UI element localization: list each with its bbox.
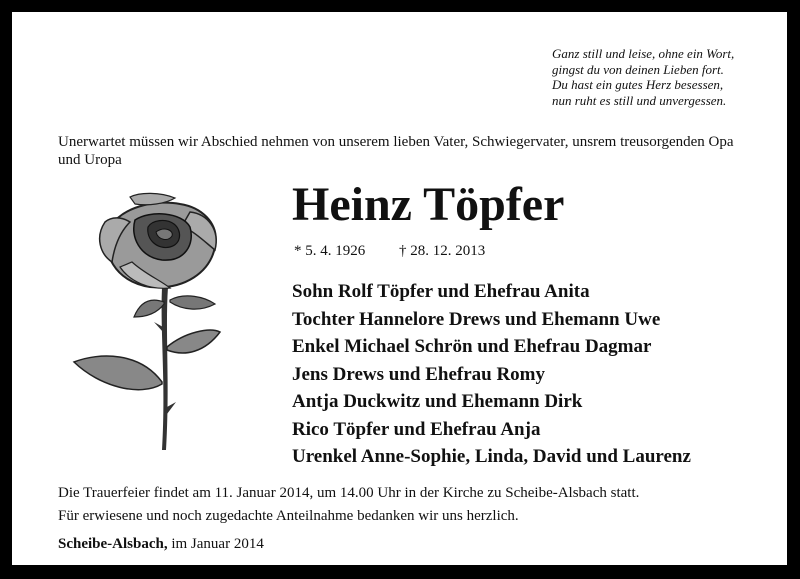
- family-member: Jens Drews und Ehefrau Romy: [292, 363, 546, 385]
- signoff-place: Scheibe-Alsbach,: [58, 536, 168, 552]
- rose-leaf: [167, 330, 220, 353]
- obituary-card: [12, 12, 787, 565]
- signoff-date: im Januar 2014: [171, 536, 264, 552]
- poem-line: nun ruht es still und unvergessen.: [552, 92, 727, 108]
- poem-line: gingst du von deinen Lieben fort.: [552, 61, 724, 77]
- funeral-info: [58, 482, 778, 528]
- poem-line: Du hast ein gutes Herz besessen,: [552, 77, 724, 92]
- family-member: Enkel Michael Schrön und Ehefrau Dagmar: [292, 336, 652, 357]
- family-member: Sohn Rolf Töpfer und Ehefrau Anita: [292, 281, 590, 302]
- family-member: Tochter Hannelore Drews und Ehemann Uwe: [292, 308, 661, 330]
- intro-text: Unerwartet müssen wir Abschied nehmen von unserem lieben Vater, Schwiegervater, unsrem treusorgenden Opa und Uropa: [58, 134, 734, 168]
- thanks-text: Für erwiesene und noch zugedachte Anteilnahme bedanken wir uns herzlich.: [58, 508, 519, 524]
- rose-leaf: [134, 300, 164, 317]
- birth-date: * 5. 4. 1926: [294, 243, 366, 259]
- rose-stem: [162, 287, 168, 450]
- rose-leaf: [170, 296, 215, 309]
- signoff: [58, 536, 264, 553]
- family-member: Antja Duckwitz und Ehemann Dirk: [292, 391, 583, 412]
- rose-bloom: [100, 193, 216, 288]
- family-list: [292, 278, 691, 471]
- poem: [552, 46, 734, 108]
- family-member: Rico Töpfer und Ehefrau Anja: [292, 418, 541, 440]
- deceased-name: Heinz Töpfer: [292, 178, 565, 231]
- death-date: † 28. 12. 2013: [399, 243, 486, 259]
- life-dates: [294, 243, 485, 260]
- family-member: Urenkel Anne-Sophie, Linda, David und Laurenz: [292, 446, 691, 467]
- rose-leaf: [74, 356, 162, 390]
- funeral-text: Die Trauerfeier findet am 11. Januar 2014, um 14.00 Uhr in der Kirche zu Scheibe-Alsbach statt.: [58, 485, 640, 501]
- poem-line: Ganz still und leise, ohne ein Wort,: [552, 46, 735, 61]
- rose-illustration: [70, 192, 240, 454]
